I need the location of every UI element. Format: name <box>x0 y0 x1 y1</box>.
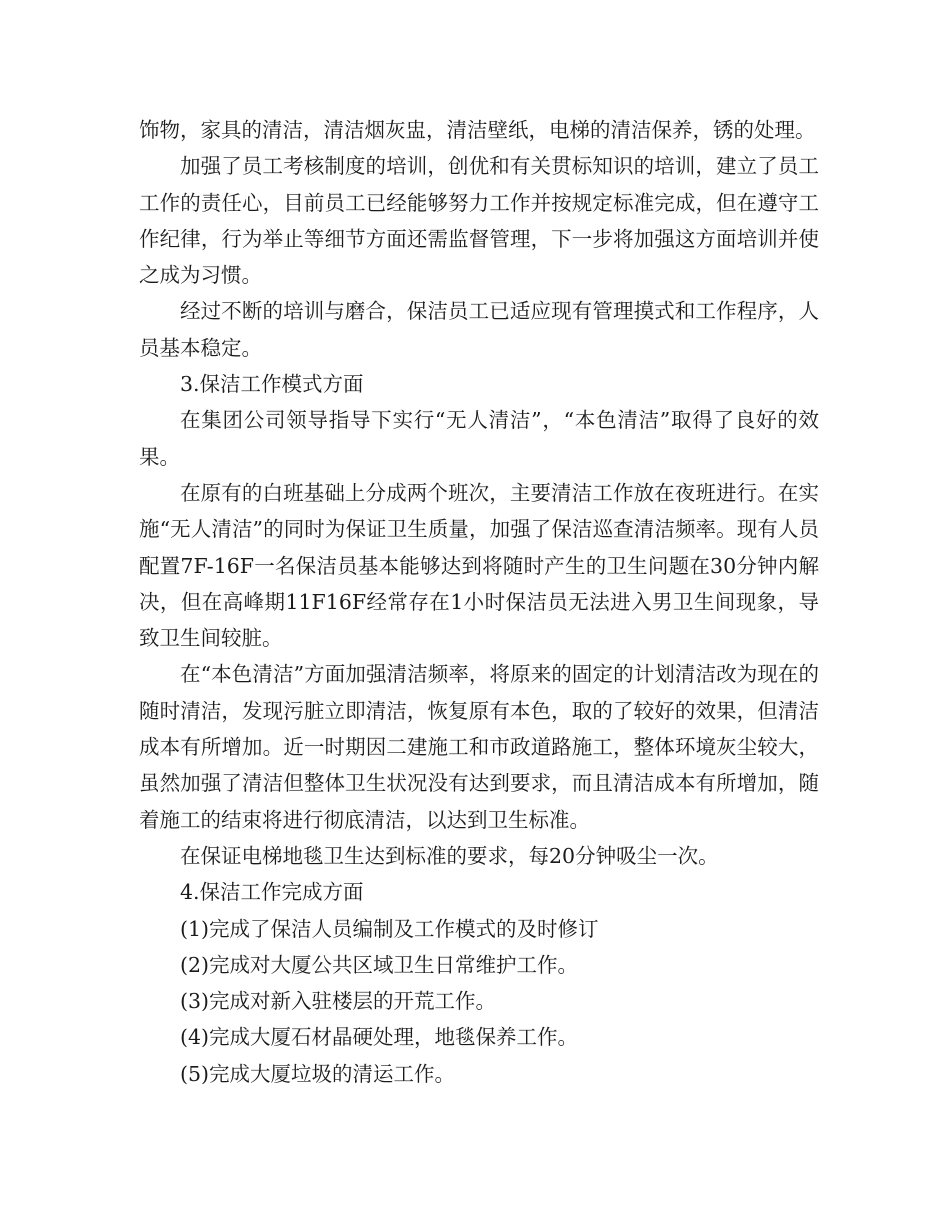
list-item-4: (4)完成大厦石材晶硬处理，地毯保养工作。 <box>180 1025 579 1050</box>
paragraph-5: 在集团公司领导指导下实行“无人清洁”，“本色清洁”取得了良好的效果。 <box>139 408 819 469</box>
document-body <box>139 112 819 1092</box>
list-item-1: (1)完成了保洁人员编制及工作模式的及时修订 <box>180 916 599 941</box>
section-heading-3: 3.保洁工作模式方面 <box>180 372 364 397</box>
paragraph-6: 在原有的白班基础上分成两个班次，主要清洁工作放在夜班进行。在实施“无人清洁”的同时为保证卫生质量，加强了保洁巡查清洁频率。现有人员配置7F-16F一名保洁员基本能够达到将随时产生的卫生问题在30分钟内解决，但在高峰期11F16F经常存在1小时保洁员无法进入男卫生间现象，导致卫生间较脏。 <box>139 480 819 651</box>
paragraph-2: 加强了员工考核制度的培训，创优和有关贯标知识的培训，建立了员工工作的责任心，目前员工已经能够努力工作并按规定标准完成，但在遵守工作纪律，行为举止等细节方面还需监督管理，下一步将加强这方面培训并使之成为习惯。 <box>139 154 819 288</box>
list-item-3: (3)完成对新入驻楼层的开荒工作。 <box>180 989 497 1014</box>
list-item-2: (2)完成对大厦公共区域卫生日常维护工作。 <box>180 952 579 977</box>
paragraph-3: 经过不断的培训与磨合，保洁员工已适应现有管理摸式和工作程序，人员基本稳定。 <box>139 299 819 360</box>
paragraph-7: 在“本色清洁”方面加强清洁频率，将原来的固定的计划清洁改为现在的随时清洁，发现污脏立即清洁，恢复原有本色，取的了较好的效果，但清洁成本有所增加。近一时期因二建施工和市政道路施工，整体环境灰尘较大，虽然加强了清洁但整体卫生状况没有达到要求，而且清洁成本有所增加，随着施工的结束将进行彻底清洁，以达到卫生标准。 <box>139 662 819 832</box>
paragraph-1: 饰物，家具的清洁，清洁烟灰盅，清洁壁纸，电梯的清洁保养，锈的处理。 <box>139 118 816 142</box>
paragraph-8: 在保证电梯地毯卫生达到标准的要求，每20分钟吸尘一次。 <box>180 843 719 868</box>
list-item-5: (5)完成大厦垃圾的清运工作。 <box>180 1061 456 1086</box>
section-heading-4: 4.保洁工作完成方面 <box>180 880 364 905</box>
